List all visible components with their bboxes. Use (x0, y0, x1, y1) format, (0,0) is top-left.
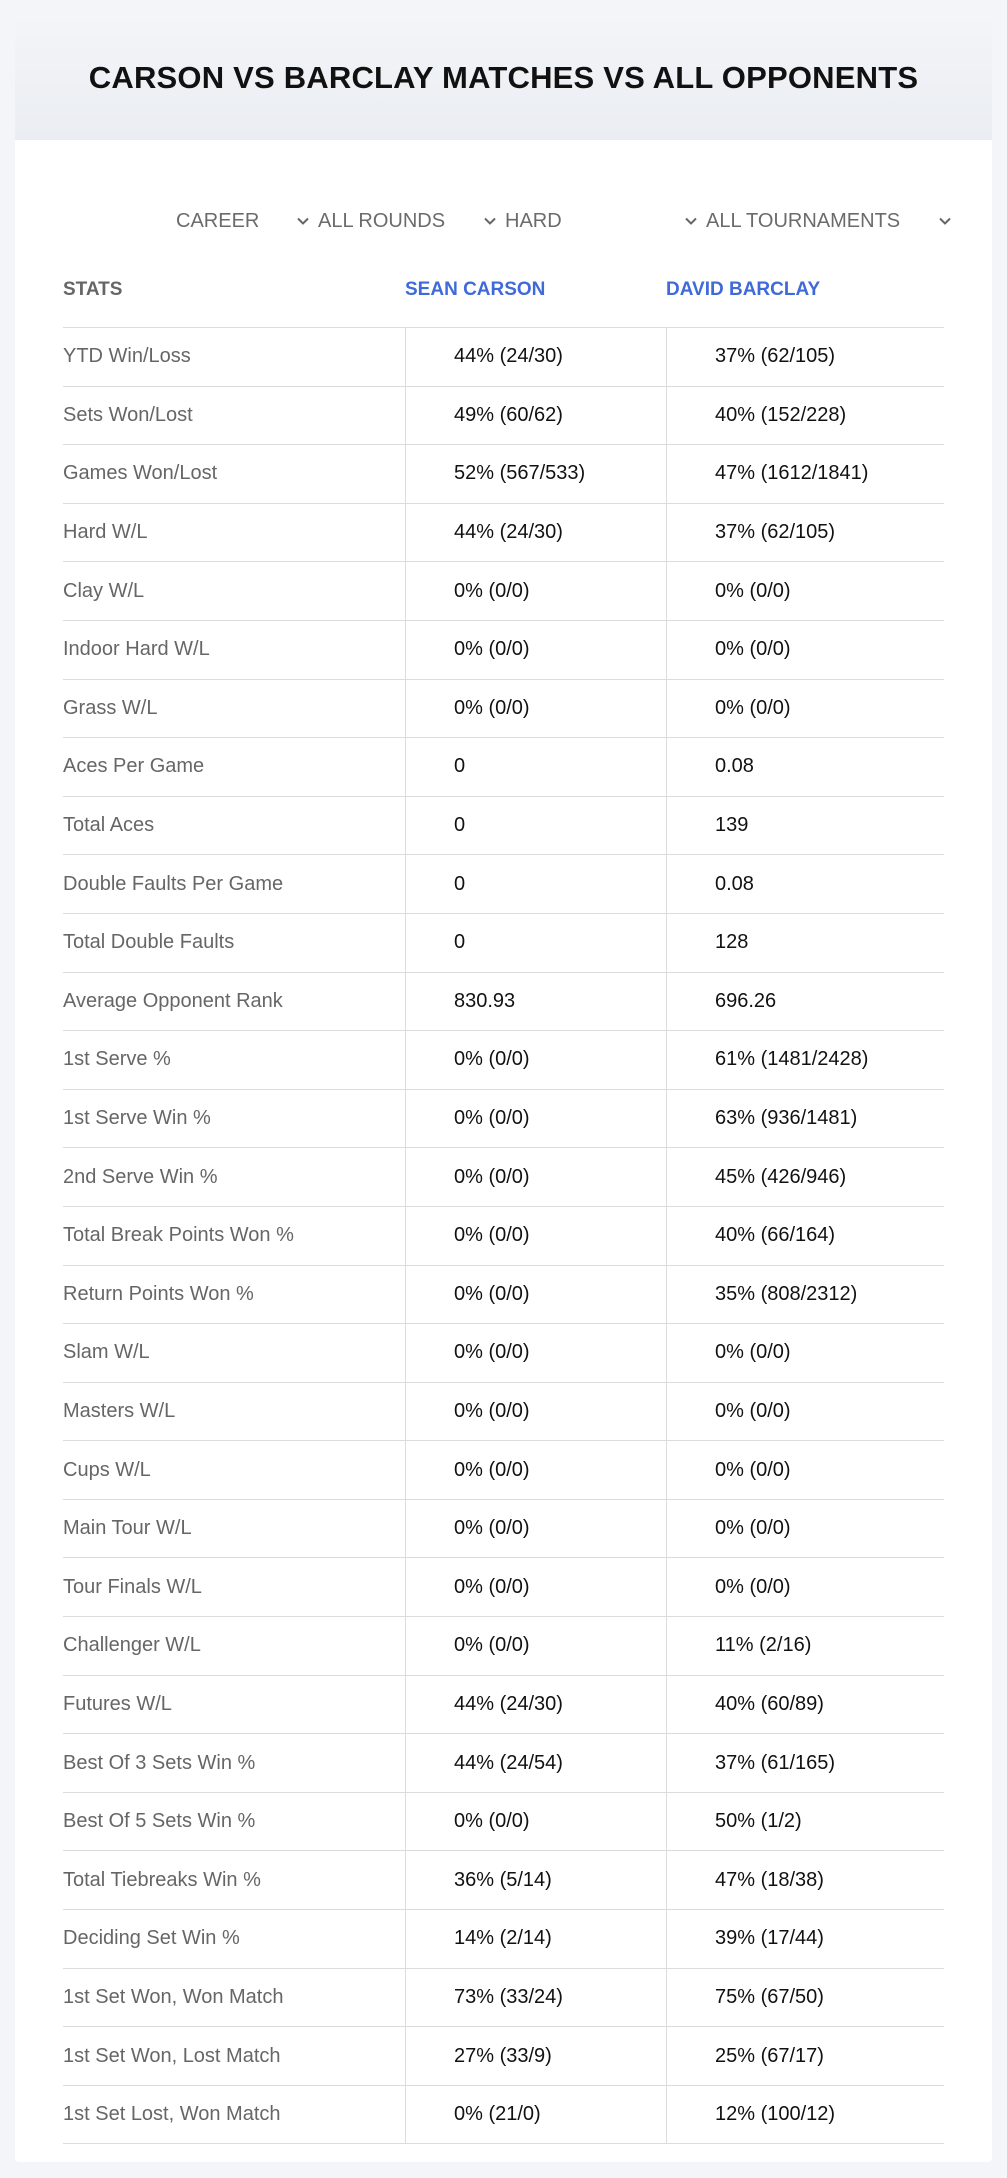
player1-value: 44% (24/30) (405, 1676, 666, 1734)
row-label: Sets Won/Lost (63, 403, 193, 426)
card-header (15, 16, 992, 140)
player1-value: 0% (0/0) (405, 1383, 666, 1441)
player1-value: 44% (24/30) (405, 328, 666, 386)
rounds-select[interactable] (318, 186, 498, 256)
stats-card (15, 16, 992, 2162)
player1-link[interactable]: SEAN CARSON (405, 279, 546, 300)
player1-value: 0% (0/0) (405, 1148, 666, 1206)
stats-table (63, 252, 944, 2144)
player1-value: 49% (60/62) (405, 387, 666, 445)
table-row (63, 1324, 944, 1383)
player2-value: 139 (666, 797, 944, 855)
player2-value: 0% (0/0) (666, 1500, 944, 1558)
chevron-down-icon (482, 213, 498, 229)
player2-value: 37% (61/165) (666, 1734, 944, 1792)
row-label: Aces Per Game (63, 755, 205, 778)
player1-value: 0% (0/0) (405, 1558, 666, 1616)
player1-value: 52% (567/533) (405, 445, 666, 503)
table-row (63, 1383, 944, 1442)
player1-value: 0 (405, 855, 666, 913)
rounds-select-value: ALL ROUNDS (318, 209, 446, 232)
table-row (63, 1500, 944, 1559)
player2-value: 0% (0/0) (666, 680, 944, 738)
table-row (63, 562, 944, 621)
row-label: Best Of 5 Sets Win % (63, 1810, 256, 1833)
player2-value: 75% (67/50) (666, 1969, 944, 2027)
player2-value: 40% (66/164) (666, 1207, 944, 1265)
table-header (63, 252, 944, 328)
row-label: Total Aces (63, 814, 155, 837)
row-label: Masters W/L (63, 1399, 176, 1422)
player2-value: 35% (808/2312) (666, 1266, 944, 1324)
player2-value: 50% (1/2) (666, 1793, 944, 1851)
player1-value: 0 (405, 738, 666, 796)
player2-value: 37% (62/105) (666, 328, 944, 386)
row-label: 1st Set Won, Lost Match (63, 2044, 281, 2067)
player2-value: 40% (152/228) (666, 387, 944, 445)
player2-value: 128 (666, 914, 944, 972)
player1-value: 0% (0/0) (405, 1266, 666, 1324)
table-row (63, 1207, 944, 1266)
table-row (63, 1910, 944, 1969)
table-body (63, 328, 944, 2144)
player2-value: 63% (936/1481) (666, 1090, 944, 1148)
player1-value: 830.93 (405, 973, 666, 1031)
table-row (63, 2027, 944, 2086)
player1-value: 0% (0/0) (405, 1207, 666, 1265)
table-row (63, 2086, 944, 2145)
row-label: 1st Serve Win % (63, 1107, 211, 1130)
player2-value: 61% (1481/2428) (666, 1031, 944, 1089)
stats-column-header: STATS (63, 279, 123, 300)
player2-value: 0.08 (666, 738, 944, 796)
player2-value: 47% (18/38) (666, 1851, 944, 1909)
row-label: Indoor Hard W/L (63, 638, 210, 661)
table-row (63, 1617, 944, 1676)
table-row (63, 1676, 944, 1735)
table-row (63, 1031, 944, 1090)
player1-value: 0% (21/0) (405, 2086, 666, 2144)
row-label: Grass W/L (63, 696, 158, 719)
table-row (63, 621, 944, 680)
player2-value: 696.26 (666, 973, 944, 1031)
player2-value: 0.08 (666, 855, 944, 913)
table-row (63, 1558, 944, 1617)
period-select-value: CAREER (176, 209, 260, 232)
row-label: 1st Serve % (63, 1048, 171, 1071)
row-label: Games Won/Lost (63, 462, 218, 485)
row-label: YTD Win/Loss (63, 345, 191, 368)
row-label: Cups W/L (63, 1458, 151, 1481)
player1-value: 0 (405, 914, 666, 972)
player1-value: 36% (5/14) (405, 1851, 666, 1909)
row-label: Double Faults Per Game (63, 872, 284, 895)
table-row (63, 1851, 944, 1910)
player2-value: 25% (67/17) (666, 2027, 944, 2085)
row-label: Return Points Won % (63, 1282, 254, 1305)
table-row (63, 738, 944, 797)
player2-value: 0% (0/0) (666, 1324, 944, 1382)
player1-value: 0% (0/0) (405, 680, 666, 738)
player1-value: 0% (0/0) (405, 562, 666, 620)
player1-value: 0% (0/0) (405, 1441, 666, 1499)
period-select[interactable] (176, 186, 311, 256)
row-label: Tour Finals W/L (63, 1575, 202, 1598)
row-label: Challenger W/L (63, 1634, 201, 1657)
table-row (63, 973, 944, 1032)
player2-value: 45% (426/946) (666, 1148, 944, 1206)
row-label: Total Double Faults (63, 931, 235, 954)
player2-value: 11% (2/16) (666, 1617, 944, 1675)
player1-value: 0% (0/0) (405, 1793, 666, 1851)
player1-value: 0% (0/0) (405, 1090, 666, 1148)
chevron-down-icon (683, 213, 699, 229)
table-row (63, 1266, 944, 1325)
page-title: CARSON VS BARCLAY MATCHES VS ALL OPPONENTS (88, 60, 919, 95)
table-row (63, 914, 944, 973)
row-label: Clay W/L (63, 579, 145, 602)
row-label: 1st Set Lost, Won Match (63, 2103, 281, 2126)
table-row (63, 1969, 944, 2028)
chevron-down-icon (937, 213, 953, 229)
player1-value: 0% (0/0) (405, 1031, 666, 1089)
player1-value: 44% (24/54) (405, 1734, 666, 1792)
row-label: Total Break Points Won % (63, 1224, 294, 1247)
player1-value: 27% (33/9) (405, 2027, 666, 2085)
tournaments-select-value: ALL TOURNAMENTS (706, 209, 901, 232)
table-row (63, 328, 944, 387)
player2-value: 40% (60/89) (666, 1676, 944, 1734)
table-row (63, 387, 944, 446)
table-row (63, 680, 944, 739)
player2-value: 0% (0/0) (666, 621, 944, 679)
player1-value: 0% (0/0) (405, 1324, 666, 1382)
tournaments-select[interactable] (706, 186, 953, 256)
player2-value: 47% (1612/1841) (666, 445, 944, 503)
filter-bar (15, 186, 992, 256)
table-row (63, 1441, 944, 1500)
table-row (63, 1734, 944, 1793)
player2-value: 37% (62/105) (666, 504, 944, 562)
row-label: Total Tiebreaks Win % (63, 1868, 261, 1891)
table-row (63, 855, 944, 914)
player1-value: 0% (0/0) (405, 621, 666, 679)
table-row (63, 1148, 944, 1207)
row-label: Average Opponent Rank (63, 989, 283, 1012)
player2-value: 39% (17/44) (666, 1910, 944, 1968)
player1-value: 73% (33/24) (405, 1969, 666, 2027)
row-label: Main Tour W/L (63, 1517, 192, 1540)
row-label: 1st Set Won, Won Match (63, 1985, 284, 2008)
row-label: Futures W/L (63, 1692, 172, 1715)
player2-value: 0% (0/0) (666, 1441, 944, 1499)
row-label: Slam W/L (63, 1341, 150, 1364)
player1-value: 0% (0/0) (405, 1500, 666, 1558)
player1-value: 14% (2/14) (405, 1910, 666, 1968)
table-row (63, 1793, 944, 1852)
player2-value: 0% (0/0) (666, 1383, 944, 1441)
table-row (63, 445, 944, 504)
row-label: Best Of 3 Sets Win % (63, 1751, 256, 1774)
player1-value: 0 (405, 797, 666, 855)
player1-value: 44% (24/30) (405, 504, 666, 562)
surface-select-value: HARD (505, 209, 562, 232)
row-label: Hard W/L (63, 521, 148, 544)
table-row (63, 797, 944, 856)
row-label: 2nd Serve Win % (63, 1165, 218, 1188)
table-row (63, 504, 944, 563)
player2-link[interactable]: DAVID BARCLAY (666, 279, 821, 300)
table-row (63, 1090, 944, 1149)
row-label: Deciding Set Win % (63, 1927, 240, 1950)
surface-select[interactable] (505, 186, 699, 256)
player2-value: 0% (0/0) (666, 1558, 944, 1616)
chevron-down-icon (295, 213, 311, 229)
player2-value: 12% (100/12) (666, 2086, 944, 2144)
player1-value: 0% (0/0) (405, 1617, 666, 1675)
player2-value: 0% (0/0) (666, 562, 944, 620)
